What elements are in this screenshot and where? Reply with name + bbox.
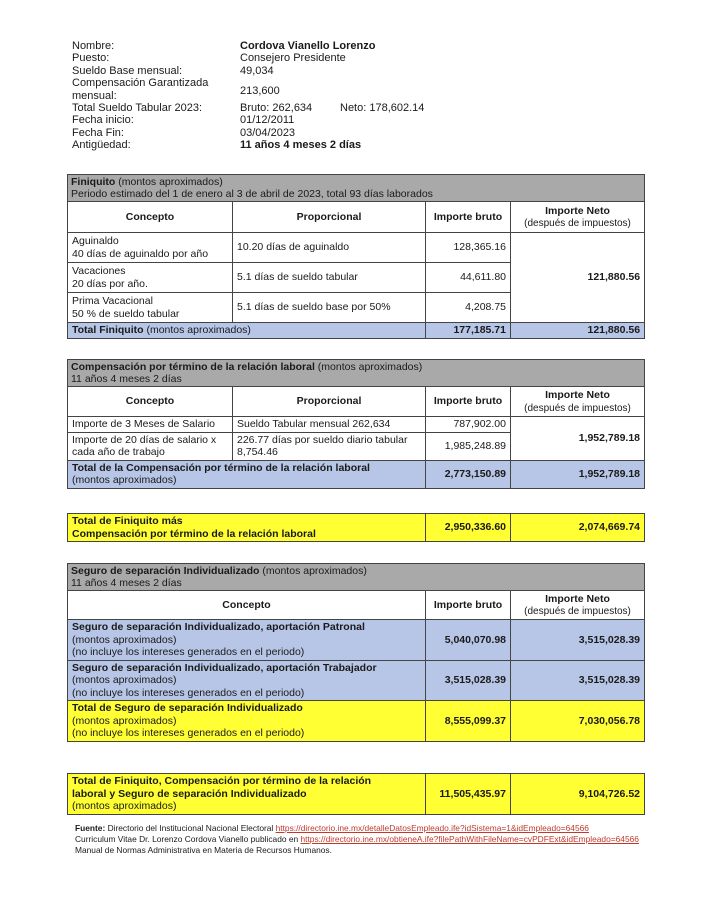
- concept: Importe de 20 días de salario x cada año de trabajo: [68, 432, 233, 460]
- concept-name: Seguro de separación Individualizado, aportación Patronal: [72, 621, 365, 633]
- source-notes: [75, 823, 675, 856]
- proportional: Sueldo Tabular mensual 262,634: [233, 417, 426, 433]
- total-row: [68, 323, 645, 339]
- concept-name: Vacaciones: [72, 265, 126, 277]
- total-note: (montos aproximados): [72, 714, 177, 727]
- seniority: 11 años 4 meses 2 días: [240, 139, 362, 152]
- subtotal-label: Total de Finiquito más: [72, 515, 183, 527]
- col-neto: Importe Neto: [545, 389, 610, 401]
- total-net: 7,030,056.78: [511, 701, 645, 742]
- section-sub: 11 años 4 meses 2 días: [71, 373, 182, 385]
- col-concepto: Concepto: [68, 202, 233, 233]
- proportional: 10.20 días de aguinaldo: [233, 233, 426, 263]
- compensacion-table: [67, 359, 645, 489]
- col-concepto: Concepto: [68, 591, 426, 620]
- grand-total-note: (montos aproximados): [72, 800, 177, 812]
- gross-amount: 3,515,028.39: [426, 660, 511, 701]
- col-neto-sub: (después de impuestos): [524, 218, 631, 229]
- section-note: (montos aproximados): [115, 176, 223, 188]
- section-note: (montos aproximados): [314, 361, 423, 373]
- subtotal-label-2: Compensación por término de la relación laboral: [72, 527, 316, 540]
- employee-name: Cordova Vianello Lorenzo: [240, 40, 376, 52]
- employee-info: [72, 40, 672, 152]
- gross-amount: 1,985,248.89: [426, 432, 511, 460]
- col-neto: Importe Neto: [545, 592, 610, 605]
- section-title: Finiquito: [71, 176, 116, 188]
- source-label: Fuente:: [75, 823, 106, 833]
- proportional: 5.1 días de sueldo tabular: [233, 263, 426, 293]
- col-neto: Importe Neto: [545, 204, 610, 217]
- cv-text: Curriculum Vitae Dr. Lorenzo Cordova Vianello publicado en: [75, 834, 301, 844]
- total-gross: 8,555,099.37: [426, 701, 511, 742]
- period-text: Periodo estimado del 1 de enero al 3 de abril de 2023, total 93 días laborados: [71, 188, 433, 200]
- section-title: Seguro de separación Individualizado: [71, 565, 260, 577]
- grand-total-label: Total de Finiquito, Compensación por término de la relación: [72, 775, 372, 787]
- finiquito-table: [67, 174, 645, 339]
- total-row: [68, 460, 645, 488]
- cv-link[interactable]: https://directorio.ine.mx/obtieneA.ife?filePathWithFileName=cvPDFExt&idEmpleado=64566: [300, 834, 639, 844]
- total-note: (montos aproximados): [72, 474, 177, 486]
- manual-text: Manual de Normas Administrativa en Materia de Recursos Humanos.: [75, 845, 332, 855]
- table-row: [68, 660, 645, 701]
- total-label: Total de la Compensación por término de la relación laboral: [72, 461, 370, 474]
- concept-note: (montos aproximados): [72, 674, 177, 686]
- gross-total: Bruto: 262,634: [240, 102, 313, 115]
- total-note: (montos aproximados): [143, 324, 251, 336]
- col-bruto: Importe bruto: [426, 202, 511, 233]
- subtotal-gross: 2,950,336.60: [426, 514, 511, 542]
- grand-total-label-2: laboral y Seguro de separación Individualizado: [72, 787, 307, 800]
- net-amount: 3,515,028.39: [511, 620, 645, 661]
- label: Fecha inicio:: [72, 114, 134, 127]
- table-row: [68, 233, 645, 263]
- grand-total-net: 9,104,726.52: [511, 774, 645, 815]
- total-label: Total de Seguro de separación Individualizado: [72, 702, 303, 714]
- net-amount: 121,880.56: [511, 233, 645, 323]
- guaranteed-comp: 213,600: [240, 85, 280, 98]
- concept-name: Prima Vacacional: [72, 295, 153, 307]
- gross-amount: 5,040,070.98: [426, 620, 511, 661]
- grand-total-table: [67, 773, 645, 815]
- subtotal-row: [68, 514, 645, 542]
- total-row: [68, 701, 645, 742]
- concept-note-2: (no incluye los intereses generados en el periodo): [72, 686, 305, 699]
- grand-total-row: [68, 774, 645, 815]
- total-net: 1,952,789.18: [511, 460, 645, 488]
- proportional: 226.77 días por sueldo diario tabular 8,754.46: [233, 432, 426, 460]
- label: Compensación Garantizada mensual:: [72, 77, 209, 102]
- table-row: [68, 417, 645, 433]
- total-label: Total Finiquito: [72, 324, 144, 336]
- end-date: 03/04/2023: [240, 126, 296, 139]
- total-note-2: (no incluye los intereses generados en el periodo): [72, 727, 305, 739]
- concept-name: Seguro de separación Individualizado, aportación Trabajador: [72, 661, 377, 674]
- source-link[interactable]: https://directorio.ine.mx/detalleDatosEmpleado.ife?idSistema=1&idEmpleado=64566: [275, 823, 589, 833]
- col-bruto: Importe bruto: [426, 591, 511, 620]
- gross-amount: 44,611.80: [426, 263, 511, 293]
- position: Consejero Presidente: [240, 52, 346, 65]
- concept-name: Aguinaldo: [72, 235, 119, 247]
- subtotal-table: [67, 513, 645, 542]
- section-title: Compensación por término de la relación laboral: [71, 361, 315, 373]
- seguro-table: [67, 563, 645, 742]
- concept-detail: 40 días de aguinaldo por año: [72, 247, 209, 260]
- gross-amount: 787,902.00: [426, 417, 511, 433]
- base-salary: 49,034: [240, 64, 274, 77]
- grand-total-gross: 11,505,435.97: [426, 774, 511, 815]
- label: Fecha Fin:: [72, 126, 124, 139]
- gross-amount: 4,208.75: [426, 293, 511, 323]
- concept-note-2: (no incluye los intereses generados en el periodo): [72, 646, 305, 658]
- source-text: Directorio del Institucional Nacional Electoral: [105, 823, 276, 833]
- net-total: Neto: 178,602.14: [340, 102, 425, 115]
- section-sub: 11 años 4 meses 2 días: [71, 577, 182, 589]
- label: Antigüedad:: [72, 139, 131, 152]
- net-amount: 1,952,789.18: [511, 417, 645, 461]
- total-gross: 177,185.71: [426, 323, 511, 339]
- col-proporcional: Proporcional: [233, 387, 426, 417]
- concept-detail: 50 % de sueldo tabular: [72, 307, 180, 320]
- subtotal-net: 2,074,669.74: [511, 514, 645, 542]
- label: Nombre:: [72, 40, 115, 52]
- concept-note: (montos aproximados): [72, 633, 177, 646]
- proportional: 5.1 días de sueldo base por 50%: [233, 293, 426, 323]
- col-neto-sub: (después de impuestos): [524, 402, 631, 414]
- start-date: 01/12/2011: [240, 114, 295, 127]
- total-net: 121,880.56: [511, 323, 645, 339]
- label: Puesto:: [72, 52, 110, 65]
- col-neto-sub: (después de impuestos): [524, 606, 631, 617]
- col-proporcional: Proporcional: [233, 202, 426, 233]
- col-bruto: Importe bruto: [426, 387, 511, 417]
- concept: Importe de 3 Meses de Salario: [68, 417, 233, 433]
- section-note: (montos aproximados): [259, 565, 367, 577]
- total-gross: 2,773,150.89: [426, 460, 511, 488]
- table-row: [68, 620, 645, 661]
- col-concepto: Concepto: [68, 387, 233, 417]
- gross-amount: 128,365.16: [426, 233, 511, 263]
- net-amount: 3,515,028.39: [511, 660, 645, 701]
- label: Sueldo Base mensual:: [72, 64, 183, 77]
- label: Total Sueldo Tabular 2023:: [72, 102, 203, 115]
- concept-detail: 20 días por año.: [72, 277, 148, 290]
